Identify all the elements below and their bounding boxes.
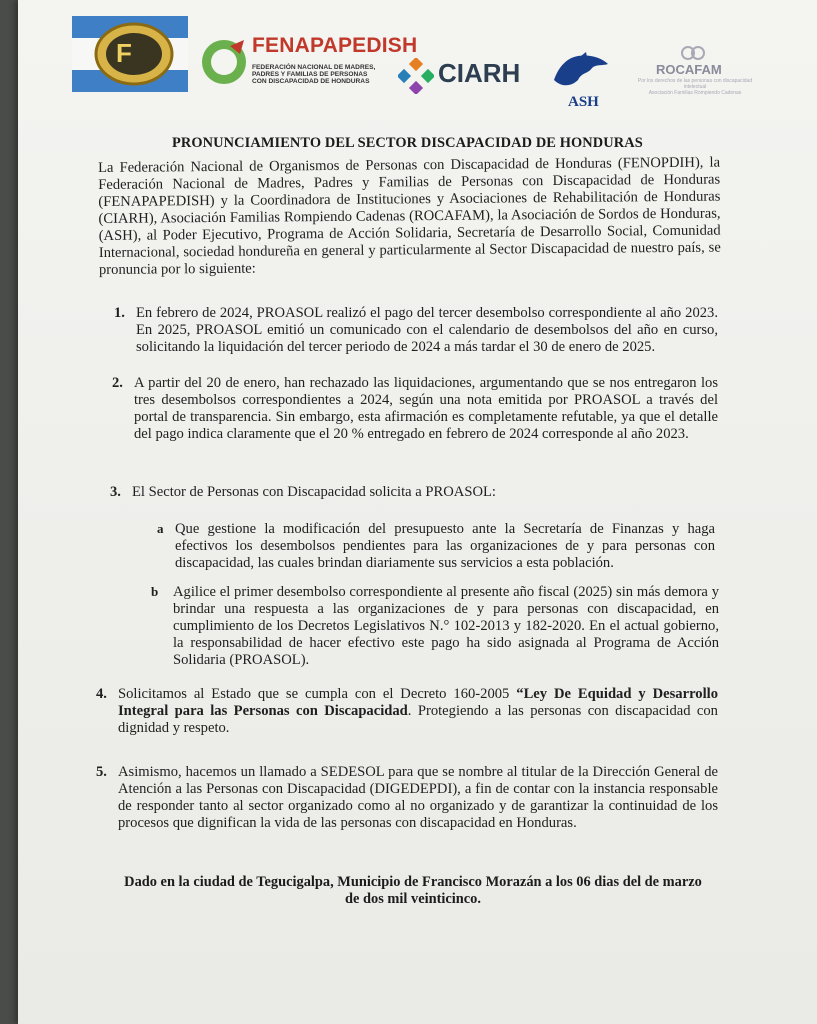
closing-statement: Dado en la ciudad de Tegucigalpa, Municipio de Francisco Morazán a los 06 dias del de marzo de dos mil veinticinco. — [124, 874, 702, 907]
item-number: 3. — [110, 484, 121, 500]
item-text: El Sector de Personas con Discapacidad solicita a PROASOL: — [132, 484, 496, 500]
hand-map-icon — [550, 50, 612, 92]
fenopdih-logo — [72, 16, 188, 92]
ash-logo — [548, 50, 614, 116]
rocafam-emblem-icon — [680, 44, 706, 62]
sub-item-letter: b — [151, 584, 159, 599]
ash-name: ASH — [568, 94, 599, 110]
rocafam-logo — [636, 44, 754, 104]
fenapapedish-subtitle: FEDERACIÓN NACIONAL DE MADRES, PADRES Y FAMILIAS DE PERSONAS CON DISCAPACIDAD DE HONDURAS — [252, 64, 376, 85]
item-number: 4. — [96, 686, 107, 702]
item-text: A partir del 20 de enero, han rechazado las liquidaciones, argumentando que se nos entregaron los tres desembolsos correspondientes a 2024, según una nota emitida por PROASOL a través del portal de transparencia. Sin embargo, esta afirmación es completamente refutable, ya que el detalle del pago indica claramente que el 20 % entregado en febrero de 2024 corresponde al año 2023. — [134, 375, 718, 442]
ciarh-name: CIARH — [438, 58, 521, 88]
fenapapedish-logo — [200, 34, 418, 98]
item-number: 5. — [96, 764, 107, 780]
intro-paragraph: La Federación Nacional de Organismos de Personas con Discapacidad de Honduras (FENOPDIH), la Federación Nacional de Madres, Padres y Familias de Personas con Discapacidad de Honduras (FENAPAPEDISH) y la Coordinadora de Instituciones y Asociaciones de Rehabilitación de Honduras (CIARH), Asociación Familias Rompiendo Cadenas (ROCAFAM), la Asociación de Sordos de Honduras, (ASH), al Poder Ejecutivo, Programa de Acción Solidaria, Secretaría de Desarrollo Social, Comunidad Internacional, sociedad hondureña en general y particularmente al Sector Discapacidad de nuestro país, se pronuncia por lo siguiente: — [98, 154, 721, 278]
item-number: 1. — [114, 305, 125, 321]
rocafam-tagline: Por los derechos de las personas con discapacidad intelectual Asociación Familias Rompiendo Cadenas — [637, 78, 753, 96]
sub-item-text: Agilice el primer desembolso correspondiente al presente año fiscal (2025) sin más demora y brindar una respuesta a las organizaciones de y para personas con discapacidad, en cumplimiento de los Decretos Legislativos N.° 102-2013 y 182-2020. En el actual gobierno, la responsabilidad de hacer efectivo este pago ha sido asignada al Programa de Acción Solidaria (PROASOL). — [173, 584, 719, 668]
ciarh-emblem-icon — [398, 58, 434, 94]
rocafam-name: ROCAFAM — [656, 62, 722, 77]
sub-item-letter: a — [157, 521, 164, 536]
fenopdih-mark: F — [116, 38, 132, 68]
sub-item-text: Que gestione la modificación del presupuesto ante la Secretaría de Finanzas y haga efectivos los desembolsos pendientes para las organizaciones de y para personas con discapacidad, las cuales brindan diariamente sus servicios a esta población. — [175, 521, 715, 571]
item-number: 2. — [112, 375, 123, 391]
ciarh-logo — [398, 52, 533, 96]
item-text: En febrero de 2024, PROASOL realizó el pago del tercer desembolso correspondiente al año 2023. En 2025, PROASOL emitió un comunicado con el calendario de desembolsos del año en curso, solicitando la liquidación del tercer periodo de 2024 a más tardar el 30 de enero de 2025. — [136, 305, 718, 355]
item-text: Solicitamos al Estado que se cumpla con el Decreto 160-2005 “Ley De Equidad y Desarrollo Integral para las Personas con Discapacidad. Protegiendo a las personas con discapacidad con dignidad y respeto. — [118, 686, 718, 736]
document-page — [18, 0, 817, 1024]
item-text: Asimismo, hacemos un llamado a SEDESOL para que se nombre al titular de la Dirección General de Atención a las Personas con Discapacidad (DIGEDEPDI), a fin de contar con la instancia responsable de responder tanto al sector organizado como al no organizado y de garantizar la continuidad de los procesos que dignifican la vida de las personas con discapacidad en Honduras. — [118, 764, 718, 831]
fenapapedish-emblem-icon — [200, 36, 250, 86]
fenapapedish-name: FENAPAPEDISH — [252, 34, 418, 57]
document-title: PRONUNCIAMIENTO DEL SECTOR DISCAPACIDAD DE HONDURAS — [172, 135, 643, 151]
